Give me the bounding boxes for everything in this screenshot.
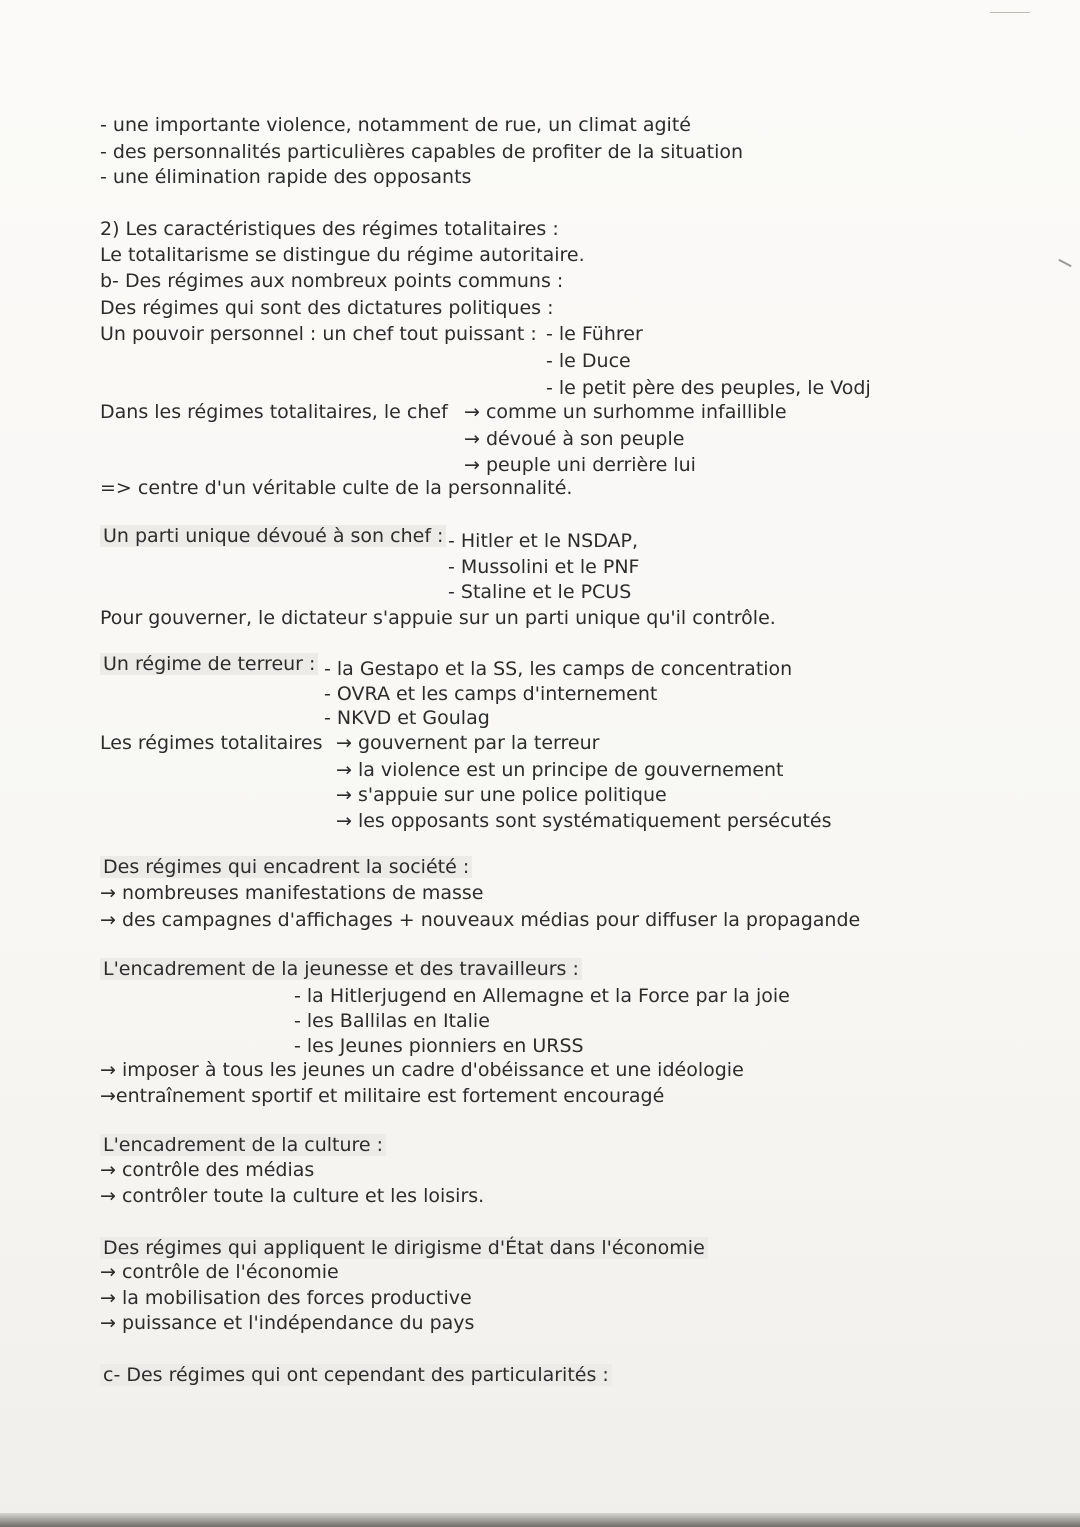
jeunesse-point: → imposer à tous les jeunes un cadre d'obéissance et une idéologie [100, 1059, 744, 1081]
highlight: Des régimes qui appliquent le dirigisme d'État dans l'économie [100, 1237, 708, 1259]
societe-heading [100, 855, 472, 879]
economie-point: → la mobilisation des forces productive [100, 1287, 472, 1309]
culture-point: → contrôle des médias [100, 1159, 315, 1181]
highlight: Un parti unique dévoué à son chef : [100, 525, 446, 547]
terreur-item: - OVRA et les camps d'internement [324, 683, 658, 705]
culture-heading [100, 1133, 386, 1157]
terreur-point: → s'appuie sur une police politique [336, 784, 667, 806]
jeunesse-heading [100, 957, 582, 981]
jeunesse-item: - la Hitlerjugend en Allemagne et la Force par la joie [294, 985, 790, 1007]
terreur-summary-label: Les régimes totalitaires [100, 732, 323, 754]
intro-item: - des personnalités particulières capables de profiter de la situation [100, 141, 744, 163]
terreur-point: → la violence est un principe de gouvernement [336, 759, 784, 781]
chef-point: → comme un surhomme infaillible [464, 401, 787, 423]
parti-item: - Staline et le PCUS [448, 581, 632, 603]
economie-heading [100, 1236, 708, 1260]
parti-item: - Hitler et le NSDAP, [448, 530, 638, 552]
paragraph: Des régimes qui sont des dictatures politiques : [100, 297, 554, 319]
societe-point: → nombreuses manifestations de masse [100, 882, 484, 904]
jeunesse-item: - les Jeunes pionniers en URSS [294, 1035, 584, 1057]
paragraph: Le totalitarisme se distingue du régime autoritaire. [100, 244, 585, 266]
chef-item: - le Duce [546, 350, 631, 372]
highlight: Un régime de terreur : [100, 653, 318, 675]
chef-point: → dévoué à son peuple [464, 428, 685, 450]
terreur-point: → gouvernent par la terreur [336, 732, 600, 754]
chef-item: - le Führer [546, 323, 643, 345]
highlight: c- Des régimes qui ont cependant des particularités : [100, 1364, 612, 1386]
intro-item: - une élimination rapide des opposants [100, 166, 472, 188]
culte-line: => centre d'un véritable culte de la personnalité. [100, 477, 573, 499]
page-bottom-edge [0, 1513, 1080, 1527]
highlight: Des régimes qui encadrent la société : [100, 856, 472, 878]
culture-point: → contrôler toute la culture et les loisirs. [100, 1185, 485, 1207]
terreur-item: - NKVD et Goulag [324, 707, 490, 729]
jeunesse-item: - les Ballilas en Italie [294, 1010, 490, 1032]
page-mark [1058, 259, 1071, 267]
terreur-point: → les opposants sont systématiquement persécutés [336, 810, 832, 832]
page-mark [990, 12, 1030, 13]
intro-item: - une importante violence, notamment de rue, un climat agité [100, 114, 691, 136]
subsection-c [100, 1363, 612, 1387]
parti-label [100, 524, 446, 548]
chef-label: Dans les régimes totalitaires, le chef [100, 401, 448, 423]
societe-point: → des campagnes d'affichages + nouveaux médias pour diffuser la propagande [100, 909, 861, 931]
chef-item: - le petit père des peuples, le Vodj [546, 377, 871, 399]
parti-item: - Mussolini et le PNF [448, 556, 640, 578]
section-heading: 2) Les caractéristiques des régimes totalitaires : [100, 218, 559, 240]
economie-point: → puissance et l'indépendance du pays [100, 1312, 475, 1334]
terreur-item: - la Gestapo et la SS, les camps de concentration [324, 658, 793, 680]
economie-point: → contrôle de l'économie [100, 1261, 339, 1283]
subsection-heading: b- Des régimes aux nombreux points communs : [100, 270, 564, 292]
chef-point: → peuple uni derrière lui [464, 454, 696, 476]
terreur-label [100, 652, 318, 676]
highlight: L'encadrement de la culture : [100, 1134, 386, 1156]
pouvoir-label: Un pouvoir personnel : un chef tout puissant : [100, 323, 537, 345]
highlight: L'encadrement de la jeunesse et des travailleurs : [100, 958, 582, 980]
jeunesse-point: →entraînement sportif et militaire est fortement encouragé [100, 1085, 665, 1107]
paragraph: Pour gouverner, le dictateur s'appuie sur un parti unique qu'il contrôle. [100, 607, 776, 629]
